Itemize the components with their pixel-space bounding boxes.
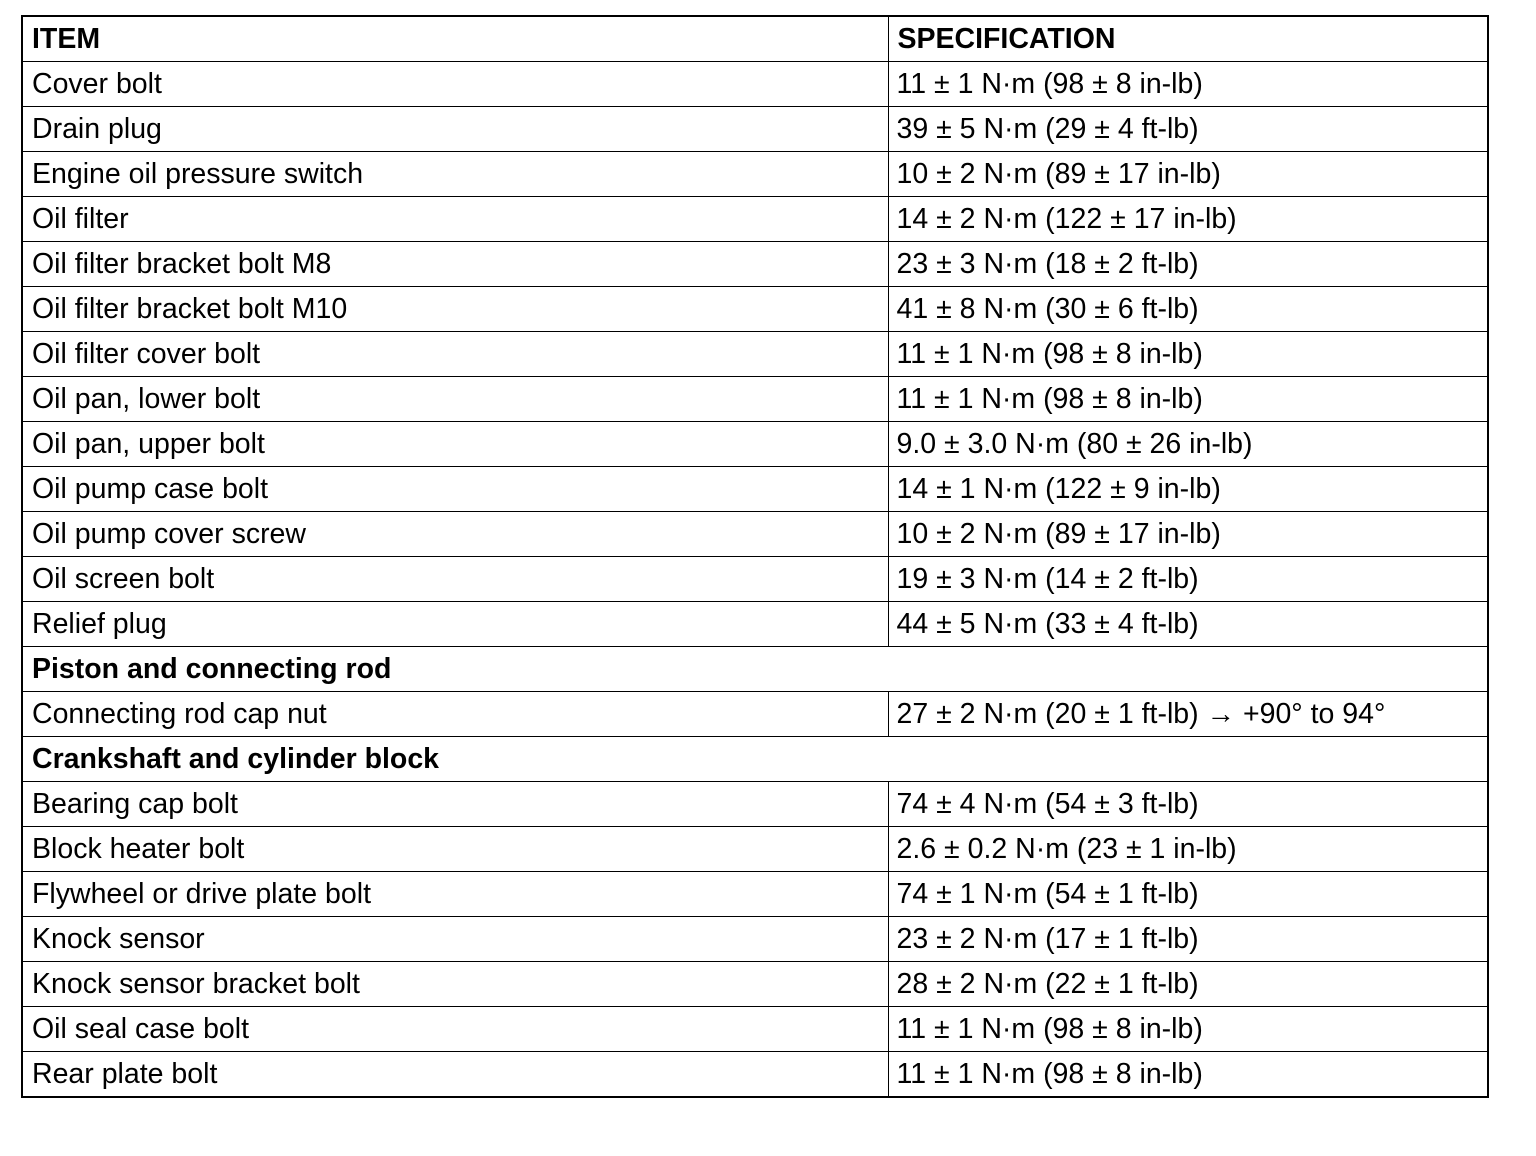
table-row bbox=[22, 287, 1488, 332]
table-row bbox=[22, 197, 1488, 242]
specification-cell: 74 ± 4 N·m (54 ± 3 ft-lb) bbox=[888, 782, 1488, 827]
column-header-specification: SPECIFICATION bbox=[888, 16, 1488, 62]
specification-cell: 11 ± 1 N·m (98 ± 8 in-lb) bbox=[888, 1052, 1488, 1098]
specification-cell: 10 ± 2 N·m (89 ± 17 in-lb) bbox=[888, 152, 1488, 197]
item-cell: Oil pump cover screw bbox=[22, 512, 888, 557]
table-row bbox=[22, 782, 1488, 827]
specification-cell: 2.6 ± 0.2 N·m (23 ± 1 in-lb) bbox=[888, 827, 1488, 872]
table-header-row bbox=[22, 16, 1488, 62]
specification-cell: 23 ± 2 N·m (17 ± 1 ft-lb) bbox=[888, 917, 1488, 962]
table-row bbox=[22, 602, 1488, 647]
table-row bbox=[22, 917, 1488, 962]
table-row bbox=[22, 1052, 1488, 1098]
item-cell: Flywheel or drive plate bolt bbox=[22, 872, 888, 917]
specification-cell: 11 ± 1 N·m (98 ± 8 in-lb) bbox=[888, 1007, 1488, 1052]
specification-cell: 39 ± 5 N·m (29 ± 4 ft-lb) bbox=[888, 107, 1488, 152]
section-title: Crankshaft and cylinder block bbox=[22, 737, 1488, 782]
specification-cell: 41 ± 8 N·m (30 ± 6 ft-lb) bbox=[888, 287, 1488, 332]
torque-spec-table bbox=[21, 15, 1489, 1098]
table-row bbox=[22, 692, 1488, 737]
table-row bbox=[22, 62, 1488, 107]
table-row bbox=[22, 557, 1488, 602]
item-cell: Connecting rod cap nut bbox=[22, 692, 888, 737]
item-cell: Oil filter cover bolt bbox=[22, 332, 888, 377]
specification-cell: 28 ± 2 N·m (22 ± 1 ft-lb) bbox=[888, 962, 1488, 1007]
item-cell: Knock sensor bbox=[22, 917, 888, 962]
item-cell: Knock sensor bracket bolt bbox=[22, 962, 888, 1007]
item-cell: Engine oil pressure switch bbox=[22, 152, 888, 197]
section-header-row bbox=[22, 737, 1488, 782]
specification-cell: 10 ± 2 N·m (89 ± 17 in-lb) bbox=[888, 512, 1488, 557]
item-cell: Oil pan, lower bolt bbox=[22, 377, 888, 422]
table-row bbox=[22, 827, 1488, 872]
table-row bbox=[22, 1007, 1488, 1052]
specification-cell: 9.0 ± 3.0 N·m (80 ± 26 in-lb) bbox=[888, 422, 1488, 467]
item-cell: Oil seal case bolt bbox=[22, 1007, 888, 1052]
item-cell: Rear plate bolt bbox=[22, 1052, 888, 1098]
section-title: Piston and connecting rod bbox=[22, 647, 1488, 692]
specification-cell: 11 ± 1 N·m (98 ± 8 in-lb) bbox=[888, 332, 1488, 377]
table-row bbox=[22, 152, 1488, 197]
item-cell: Oil filter bracket bolt M10 bbox=[22, 287, 888, 332]
table-row bbox=[22, 377, 1488, 422]
item-cell: Block heater bolt bbox=[22, 827, 888, 872]
item-cell: Drain plug bbox=[22, 107, 888, 152]
table-row bbox=[22, 467, 1488, 512]
item-cell: Bearing cap bolt bbox=[22, 782, 888, 827]
table-body bbox=[22, 62, 1488, 1098]
item-cell: Oil screen bolt bbox=[22, 557, 888, 602]
specification-cell: 44 ± 5 N·m (33 ± 4 ft-lb) bbox=[888, 602, 1488, 647]
item-cell: Oil pan, upper bolt bbox=[22, 422, 888, 467]
item-cell: Cover bolt bbox=[22, 62, 888, 107]
specification-cell: 27 ± 2 N·m (20 ± 1 ft-lb) → +90° to 94° bbox=[888, 692, 1488, 737]
specification-cell: 19 ± 3 N·m (14 ± 2 ft-lb) bbox=[888, 557, 1488, 602]
item-cell: Oil filter bbox=[22, 197, 888, 242]
table-row bbox=[22, 872, 1488, 917]
item-cell: Oil filter bracket bolt M8 bbox=[22, 242, 888, 287]
item-cell: Relief plug bbox=[22, 602, 888, 647]
section-header-row bbox=[22, 647, 1488, 692]
table-row bbox=[22, 242, 1488, 287]
table-row bbox=[22, 107, 1488, 152]
specification-cell: 74 ± 1 N·m (54 ± 1 ft-lb) bbox=[888, 872, 1488, 917]
table-row bbox=[22, 332, 1488, 377]
item-cell: Oil pump case bolt bbox=[22, 467, 888, 512]
table-row bbox=[22, 962, 1488, 1007]
specification-cell: 11 ± 1 N·m (98 ± 8 in-lb) bbox=[888, 62, 1488, 107]
specification-cell: 14 ± 1 N·m (122 ± 9 in-lb) bbox=[888, 467, 1488, 512]
specification-cell: 23 ± 3 N·m (18 ± 2 ft-lb) bbox=[888, 242, 1488, 287]
table-row bbox=[22, 422, 1488, 467]
specification-cell: 14 ± 2 N·m (122 ± 17 in-lb) bbox=[888, 197, 1488, 242]
table-row bbox=[22, 512, 1488, 557]
specification-cell: 11 ± 1 N·m (98 ± 8 in-lb) bbox=[888, 377, 1488, 422]
column-header-item: ITEM bbox=[22, 16, 888, 62]
